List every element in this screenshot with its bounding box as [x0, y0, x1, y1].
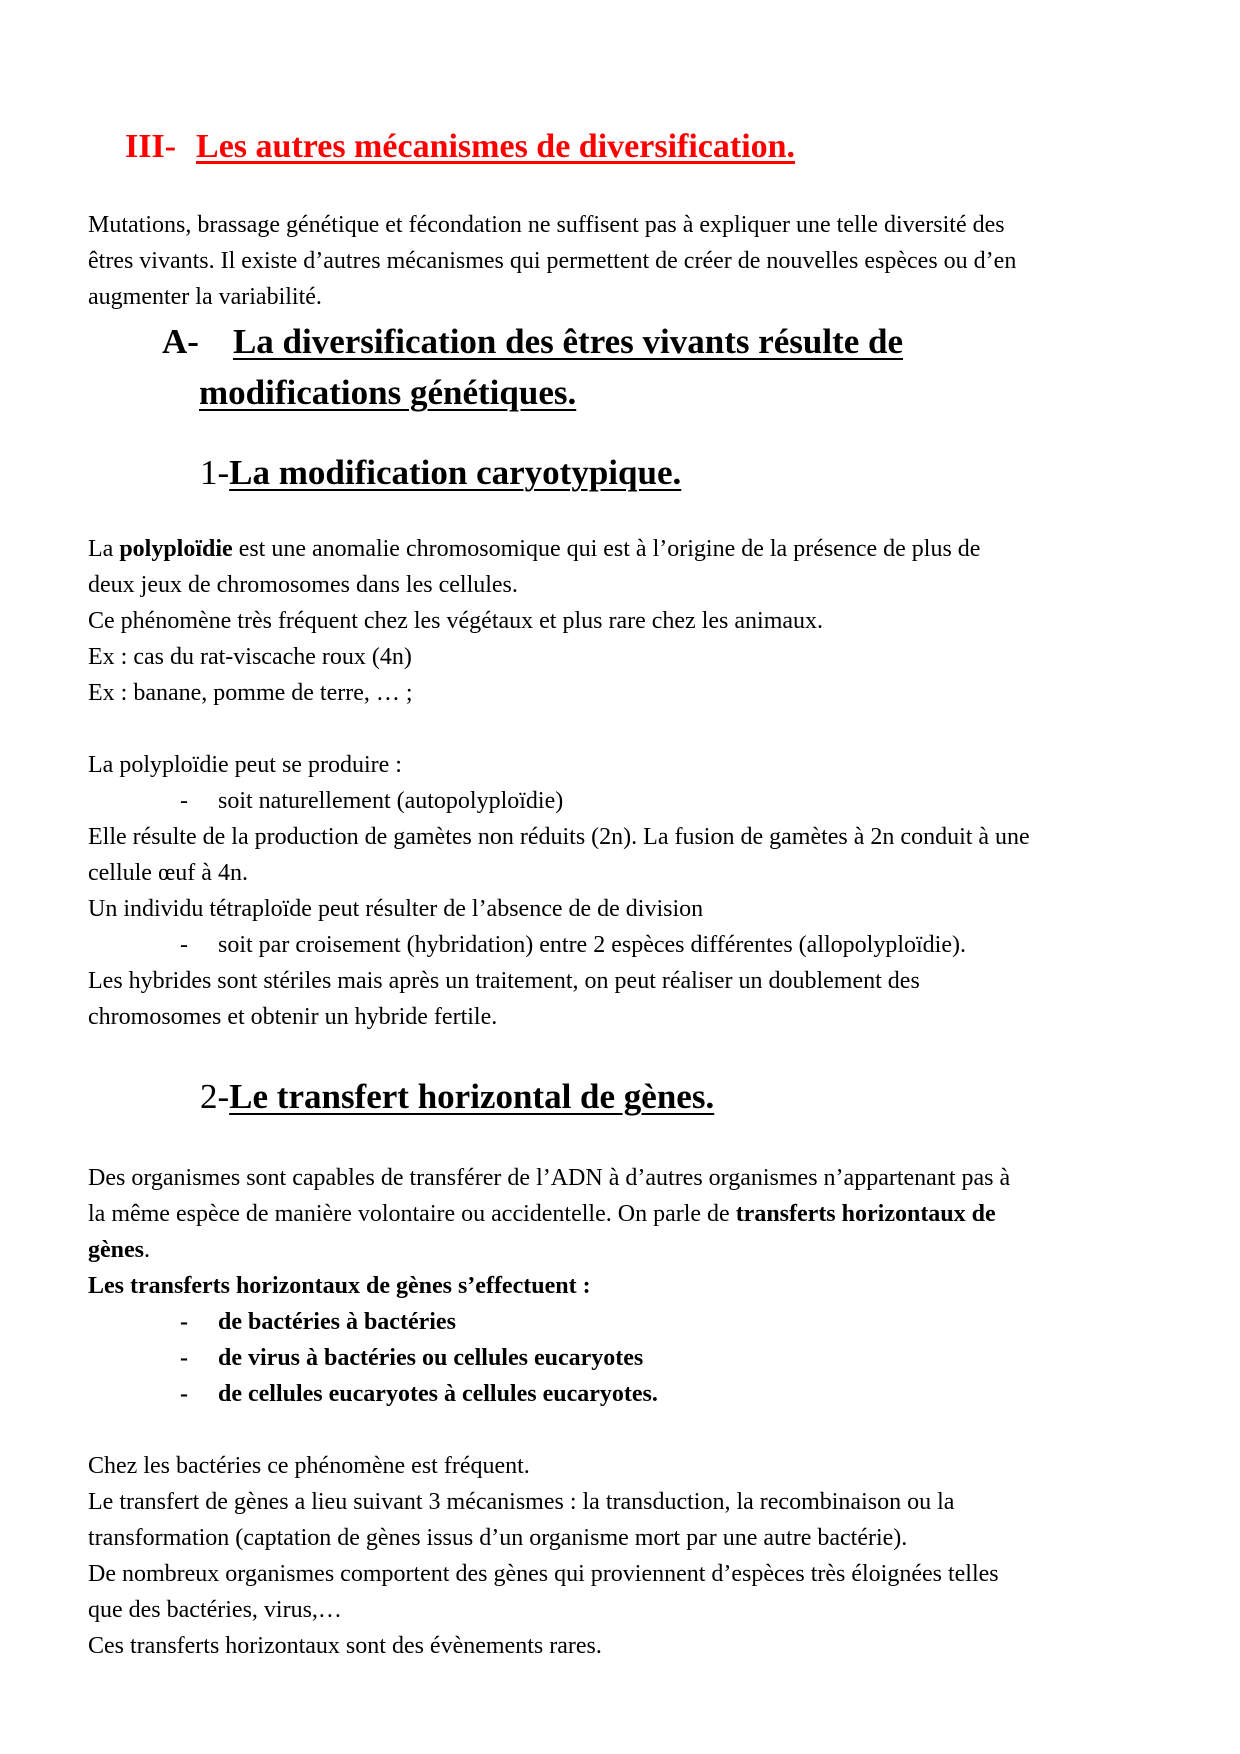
list-item-text: de cellules eucaryotes à cellules eucaryotes.: [218, 1381, 658, 1407]
subsection-letter: A-: [162, 322, 199, 361]
text-line: [88, 531, 980, 567]
text-line: Elle résulte de la production de gamètes non réduits (2n). La fusion de gamètes à 2n conduit à une: [88, 824, 1030, 850]
list-item-text: soit par croisement (hybridation) entre 2 espèces différentes (allopolyploïdie).: [218, 932, 966, 958]
subsection-heading-line1: La diversification des êtres vivants résulte de: [232, 322, 904, 361]
text-span: La: [88, 536, 120, 562]
list-dash: -: [180, 932, 188, 958]
text-line: Chez les bactéries ce phénomène est fréquent.: [88, 1453, 530, 1479]
heading-1: [200, 451, 681, 495]
keyword-polyploidie: polyploïdie: [119, 536, 233, 562]
text-line: chromosomes et obtenir un hybride fertile.: [88, 1004, 498, 1030]
text-line: transformation (captation de gènes issus d’un organisme mort par une autre bactérie).: [88, 1525, 908, 1551]
subsection-a-heading: [162, 316, 903, 368]
bacteria-paragraph: [88, 1448, 999, 1664]
keyword-genes: gènes: [88, 1237, 144, 1263]
heading-1-text: La modification caryotypique.: [229, 453, 682, 492]
intro-paragraph: [88, 207, 1016, 315]
subsection-a-heading-cont: [199, 367, 576, 419]
text-line: Ces transferts horizontaux sont des évènements rares.: [88, 1633, 602, 1659]
list-dash: -: [180, 1381, 188, 1407]
text-line: Le transfert de gènes a lieu suivant 3 mécanismes : la transduction, la recombinaison ou la: [88, 1489, 955, 1515]
heading-2: [200, 1075, 714, 1119]
text-line: Un individu tétraploïde peut résulter de l’absence de de division: [88, 896, 704, 922]
polyploidy-paragraph: [88, 531, 980, 711]
section-title: [125, 125, 795, 169]
list-dash: -: [180, 788, 188, 814]
text-span: la même espèce de manière volontaire ou accidentelle. On parle de: [88, 1201, 736, 1227]
allopolyploidy-paragraph: [88, 963, 920, 1035]
list-heading: Les transferts horizontaux de gènes s’effectuent :: [88, 1273, 591, 1299]
text-line: La polyploïdie peut se produire :: [88, 752, 402, 778]
text-line: êtres vivants. Il existe d’autres mécanismes qui permettent de créer de nouvelles espèces ou d’en: [88, 248, 1017, 274]
text-line: [88, 1232, 1010, 1268]
autopolyploidy-paragraph: [88, 819, 1030, 927]
heading-number: 1-: [200, 453, 230, 492]
text-line: Ex : banane, pomme de terre, … ;: [88, 680, 413, 706]
text-line: que des bactéries, virus,…: [88, 1597, 342, 1623]
keyword-transferts: transferts horizontaux de: [735, 1201, 996, 1227]
list-item-text: de virus à bactéries ou cellules eucaryotes: [218, 1345, 644, 1371]
text-line: deux jeux de chromosomes dans les cellules.: [88, 572, 518, 598]
list-dash: -: [180, 1309, 188, 1335]
heading-number: 2-: [200, 1077, 230, 1116]
heading-2-text: Le transfert horizontal de gènes.: [229, 1077, 715, 1116]
text-line: Ex : cas du rat-viscache roux (4n): [88, 644, 412, 670]
text-line: De nombreux organismes comportent des gènes qui proviennent d’espèces très éloignées telles: [88, 1561, 999, 1587]
list-dash: -: [180, 1345, 188, 1371]
list-item-text: soit naturellement (autopolyploïdie): [218, 788, 564, 814]
section-title-text: Les autres mécanismes de diversification.: [196, 128, 796, 165]
text-line: cellule œuf à 4n.: [88, 860, 248, 886]
text-line: Mutations, brassage génétique et fécondation ne suffisent pas à expliquer une telle diversité des: [88, 212, 1005, 238]
text-line: Les hybrides sont stériles mais après un traitement, on peut réaliser un doublement des: [88, 968, 920, 994]
transfer-paragraph: [88, 1160, 1010, 1304]
text-line: augmenter la variabilité.: [88, 284, 322, 310]
text-span: .: [144, 1237, 150, 1263]
subsection-heading-line2: modifications génétiques.: [199, 373, 577, 412]
text-line: Ce phénomène très fréquent chez les végétaux et plus rare chez les animaux.: [88, 608, 824, 634]
text-line: [88, 1196, 1010, 1232]
text-span: est une anomalie chromosomique qui est à l’origine de la présence de plus de: [232, 536, 981, 562]
list-item-text: de bactéries à bactéries: [218, 1309, 456, 1335]
text-line: Des organismes sont capables de transférer de l’ADN à d’autres organismes n’appartenant pas à: [88, 1165, 1011, 1191]
section-number: III-: [125, 128, 177, 165]
